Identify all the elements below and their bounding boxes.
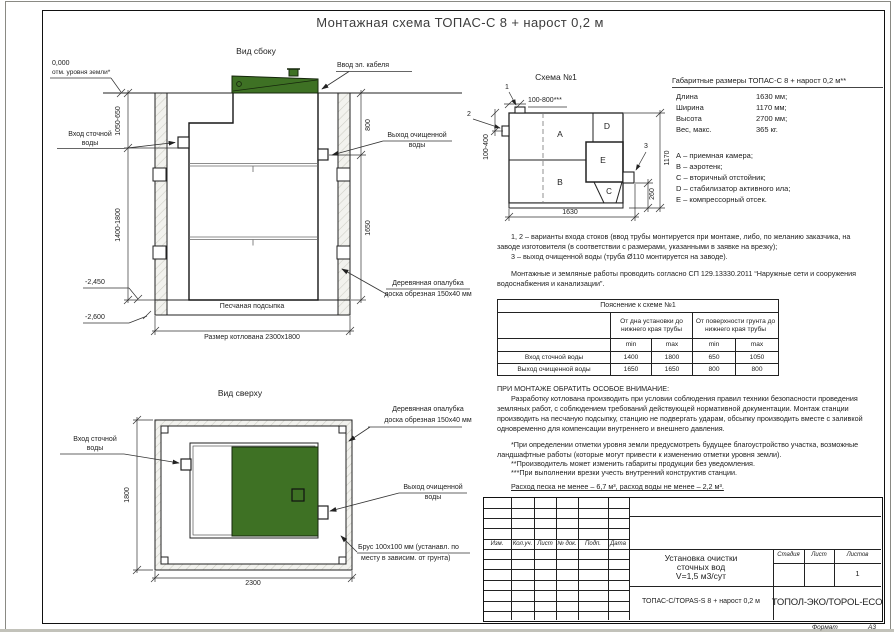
note-variants-line-2: заводе изготовителя (в соответствии с размерами, указанными в заявке на врезку); — [497, 242, 778, 251]
zone-b-label: B — [557, 177, 563, 187]
beam-label-2: месту в зависим. от грунта) — [361, 555, 451, 562]
spec-height-label: Высота — [676, 114, 702, 123]
table-group1-header: От дна установки до нижнего края трубы — [611, 313, 693, 339]
table-row — [498, 364, 779, 376]
sand-bed-label: Песчаная подсыпка — [219, 303, 285, 310]
cell-value: 1650 — [611, 364, 652, 376]
legend-item-a: А – приемная камера; — [676, 151, 753, 160]
stamp-col-list: Лист — [537, 540, 553, 547]
stamp-sheets-label: Листов — [846, 552, 869, 558]
side-outlet-label-1: Выход очищенной — [387, 132, 447, 139]
stamp-col-data: Дата — [610, 540, 626, 547]
top-outlet-label-1: Выход очищенной — [403, 484, 463, 491]
dim-1650: 1650 — [365, 220, 373, 236]
level-zero-note: отм. уровня земли* — [52, 69, 111, 76]
spec-weight-label: Вес, макс. — [676, 125, 712, 134]
legend-item-b: В – аэротенк; — [676, 162, 723, 171]
side-inlet-label-2: воды — [81, 140, 99, 147]
cell-value: 1800 — [652, 352, 693, 364]
cell-value: 650 — [693, 352, 736, 364]
side-view-lid — [232, 69, 318, 93]
top-view-title: Вид сверху — [217, 388, 263, 398]
stamp-sheets-value: 1 — [855, 569, 860, 578]
attention-p1-1: Разработку котлована производить при условии соблюдения правил техники безопасности проведения — [511, 394, 858, 403]
schema-drawing — [502, 107, 634, 208]
row-inlet-label: Вход сточной воды — [498, 352, 611, 364]
cable-entry-label: Ввод эл. кабеля — [337, 62, 390, 69]
stamp-sheet-label: Лист — [811, 552, 827, 558]
dim-1050-650: 1050-650 — [115, 106, 123, 136]
table-empty-cell — [498, 313, 611, 339]
schema-dim-left: 100-400 — [483, 134, 491, 160]
cell-value: 1400 — [611, 352, 652, 364]
stamp-col-izm: Изм. — [490, 540, 504, 547]
side-formwork-label-1: Деревянная опалубка — [392, 280, 464, 287]
table-title: Пояснение к схеме №1 — [498, 300, 779, 313]
row-outlet-label: Выход очищенной воды — [498, 364, 611, 376]
page-title: Монтажная схема ТОПАС-С 8 + нарост 0,2 м — [316, 15, 604, 30]
stamp-col-ndok: № док. — [557, 540, 577, 547]
attention-note3: ***При выполнении врезки учесть внутренний конструктив станции. — [511, 468, 737, 477]
attention-header: ПРИ МОНТАЖЕ ОБРАТИТЬ ОСОБОЕ ВНИМАНИЕ: — [497, 384, 670, 393]
stamp-stage-label: Стадия — [777, 552, 800, 558]
spec-length-value: 1630 мм; — [756, 92, 788, 101]
side-formwork-label-2: доска обрезная 150x40 мм — [384, 291, 472, 298]
schema-dim-1630: 1630 — [562, 209, 578, 216]
attention-p1-3: производить на песчаную подсыпку, станцию не подвергать ударам, обсыпку производить вместе с заливкой — [497, 414, 863, 423]
cell-value: 800 — [693, 364, 736, 376]
spec-length-label: Длина — [676, 92, 698, 101]
dim-1800: 1800 — [124, 487, 132, 503]
attention-note1-1: *При определении отметки уровня земли предусмотреть будущее благоустройство участка, возможные — [511, 440, 859, 449]
stamp-object-line-2: сточных вод — [676, 562, 726, 572]
table-max-header: max — [652, 339, 693, 352]
stamp-object-line-3: V=1,5 м3/сут — [675, 571, 727, 581]
spec-height-value: 2700 мм; — [756, 114, 788, 123]
schema-callout-2: 2 — [467, 111, 471, 118]
stamp-product: ТОПАС-С/TOPAS-S 8 + нарост 0,2 м — [642, 598, 760, 605]
cell-value: 1050 — [736, 352, 779, 364]
legend-item-d: D – стабилизатор активного ила; — [676, 184, 791, 193]
spec-weight-value: 365 кг. — [756, 125, 778, 134]
stamp-object-line-1: Установка очистки — [664, 553, 738, 563]
stamp-company: ТОПОЛ-ЭКО/TOPOL-ECO — [771, 597, 883, 608]
top-view-drawing — [155, 420, 352, 570]
note-sp-line-2: водоснабжения и канализации”. — [497, 279, 605, 288]
zone-a-label: A — [557, 129, 563, 139]
dim-1400-1800: 1400-1800 — [115, 208, 123, 242]
schema-callout-1: 1 — [505, 84, 509, 91]
top-outlet-label-2: воды — [424, 494, 442, 501]
dim-2300: 2300 — [245, 580, 261, 587]
spec-width-label: Ширина — [676, 103, 704, 112]
schema-dim-260: 260 — [649, 188, 657, 200]
zone-d-label: D — [603, 121, 611, 131]
spec-width-value: 1170 мм; — [756, 103, 787, 112]
note-outlet-line: 3 – выход очищенной воды (труба Ø110 монтируется на заводе). — [511, 252, 728, 261]
legend-item-c: С – вторичный отстойник; — [676, 173, 766, 182]
top-formwork-label-1: Деревянная опалубка — [392, 406, 464, 413]
side-view-title: Вид сбоку — [236, 46, 276, 56]
table-min-header: min — [693, 339, 736, 352]
cell-value: 800 — [736, 364, 779, 376]
top-formwork-label-2: доска обрезная 150x40 мм — [384, 417, 472, 424]
schema-callout-3: 3 — [644, 143, 648, 150]
format-label: Формат — [812, 624, 838, 631]
schema-dim-top: 100-800*** — [528, 97, 562, 104]
beam-label-1: Брус 100x100 мм (устанавл. по — [358, 544, 459, 551]
schema-dim-1170: 1170 — [664, 150, 672, 166]
top-inlet-label-2: воды — [86, 445, 104, 452]
attention-p1-4: одновременно для компенсации внутреннего и внешнего давления. — [497, 424, 725, 433]
attention-p1-2: земляных работ, с соблюдением требований действующей нормативной документации. Монтаж станции — [497, 404, 849, 413]
zone-e-label: E — [600, 155, 606, 165]
zone-c-label: C — [606, 187, 612, 196]
schema-title: Схема №1 — [535, 72, 577, 82]
table-group2-header: От поверхности грунта до нижнего края трубы — [693, 313, 779, 339]
side-inlet-label-1: Вход сточной — [68, 131, 112, 138]
dim-800: 800 — [365, 119, 373, 131]
title-block — [483, 497, 883, 622]
pit-size-label: Размер котлована 2300x1800 — [204, 334, 300, 341]
explanation-table — [497, 299, 779, 376]
table-max-header: max — [736, 339, 779, 352]
level-minus-2600: -2,600 — [85, 314, 105, 321]
table-row — [498, 352, 779, 364]
level-zero-mark: 0,000 — [52, 60, 70, 67]
attention-note2: **Производитель может изменить габариты продукции без уведомления. — [511, 459, 755, 468]
table-empty-cell — [498, 339, 611, 352]
cell-value: 1650 — [652, 364, 693, 376]
level-minus-2450: -2,450 — [85, 279, 105, 286]
note-sp-line-1: Монтажные и земляные работы проводить согласно СП 129.13330.2011 “Наружные сети и сооружения — [511, 269, 857, 278]
attention-note1-2: ландшафтные работы (которые могут привести к изменению отметки уровня земли). — [497, 450, 782, 459]
format-value: А3 — [868, 624, 876, 631]
side-outlet-label-2: воды — [408, 142, 426, 149]
specs-header: Габаритные размеры ТОПАС-С 8 + нарост 0,2 м** — [672, 77, 883, 88]
note-variants-line-1: 1, 2 – варианты входа стоков (ввод трубы монтируется при монтаже, либо, по желанию заказчика, на — [511, 232, 851, 241]
stamp-col-koluch: Кол.уч. — [512, 540, 533, 547]
stamp-col-podp: Подп. — [585, 540, 601, 547]
top-inlet-label-1: Вход сточной — [73, 436, 117, 443]
consumption-line: Расход песка не менее – 6,7 м³, расход воды не менее – 2,2 м³. — [511, 482, 724, 491]
table-min-header: min — [611, 339, 652, 352]
legend-item-e: Е – компрессорный отсек. — [676, 195, 767, 204]
